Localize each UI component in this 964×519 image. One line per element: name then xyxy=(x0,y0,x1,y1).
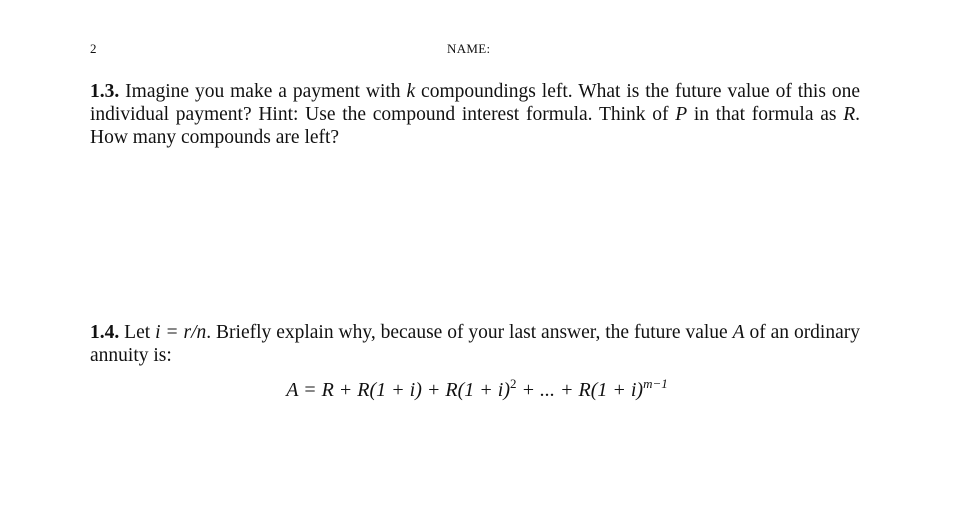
problem-1-3 xyxy=(90,80,860,149)
math-variable-a: A xyxy=(732,322,745,343)
math-variable-p: P xyxy=(675,104,688,125)
math-variable-r: R xyxy=(843,104,856,125)
math-expression-i: i = r/n xyxy=(155,322,207,343)
problem-number: 1.4. xyxy=(90,322,120,343)
math-variable-k: k xyxy=(406,81,416,102)
problem-text: Let xyxy=(119,322,156,343)
name-label: NAME: xyxy=(447,41,491,56)
equation-middle: + ... + R(1 + i) xyxy=(516,379,644,401)
problem-text: Imagine you make a payment with xyxy=(119,81,407,102)
problem-text: of an ordinary annuity is: xyxy=(90,322,860,366)
problem-text: . How many compounds are left? xyxy=(90,104,860,148)
equation-exponent-m-minus-1: m−1 xyxy=(643,376,668,391)
annuity-equation xyxy=(0,376,964,404)
problem-text: in that formula as xyxy=(687,104,844,125)
problem-1-4 xyxy=(90,321,860,367)
page-number: 2 xyxy=(90,41,97,56)
problem-text: compoundings left. What is the future value of this one individual payment? Hint: Use the compound interest formula. Think of xyxy=(90,81,860,125)
problem-number: 1.3. xyxy=(90,81,120,102)
equation-main: A = R + R(1 + i) + R(1 + i) xyxy=(286,379,510,401)
equation-exponent-2: 2 xyxy=(509,376,517,391)
problem-text: . Briefly explain why, because of your last answer, the future value xyxy=(206,322,733,343)
